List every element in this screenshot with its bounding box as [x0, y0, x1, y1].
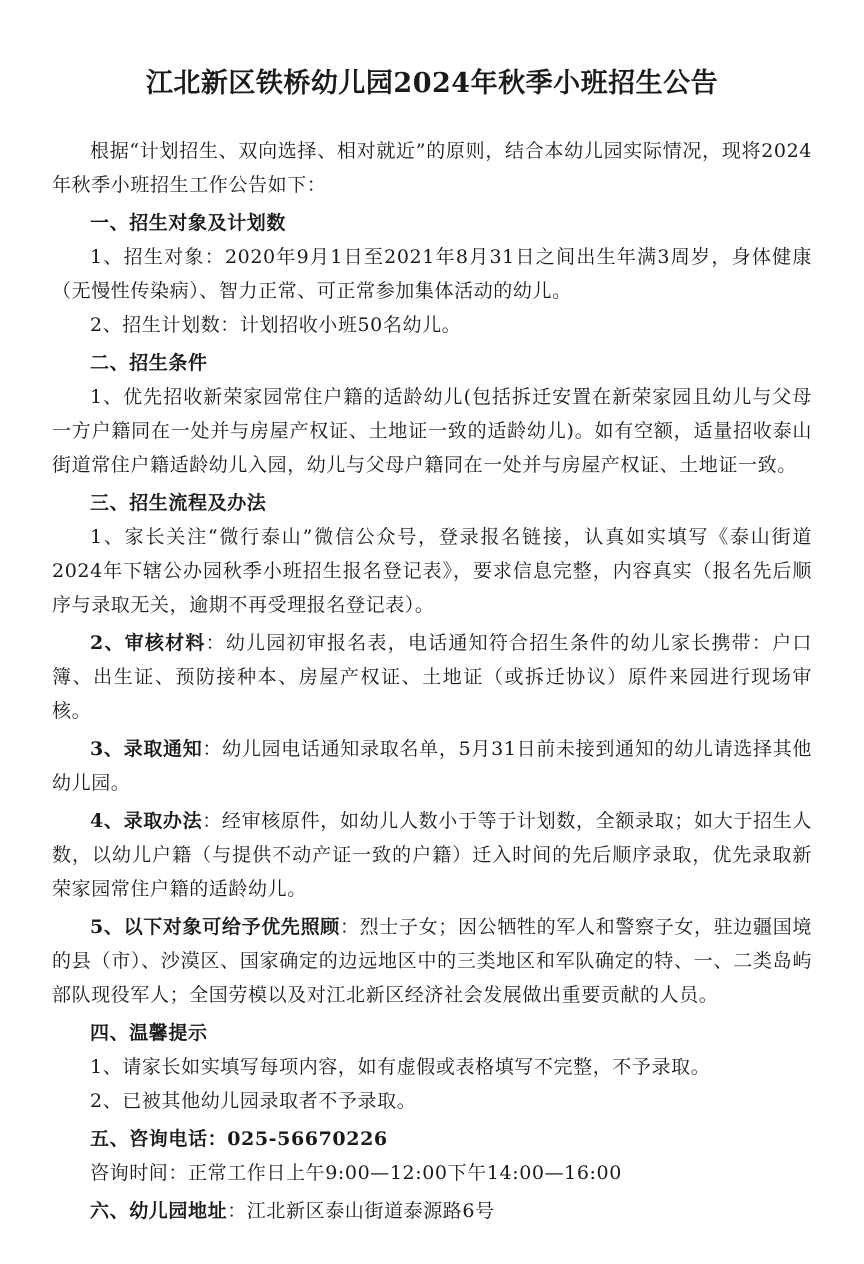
- admission-method-label: 4、录取办法: [90, 810, 203, 832]
- enrollment-quota-paragraph: 2、招生计划数：计划招收小班50名幼儿。: [90, 314, 462, 336]
- admission-notice-paragraph: [52, 732, 812, 800]
- priority-groups-text: ：烈士子女；因公牺牲的军人和警察子女，驻边疆国境的县（市）、沙漠区、国家确定的边远地区中的三类地区和军队确定的特、一、二类岛屿部队现役军人；全国劳模以及对江北新区经济社会发展做出重要贡献的人员。: [52, 916, 812, 1006]
- registration-paragraph: 1、家长关注“微行泰山”微信公众号，登录报名链接，认真如实填写《泰山街道2024年下辖公办园秋季小班招生报名登记表》，要求信息完整，内容真实（报名先后顺序与录取无关，逾期不再受理报名登记表）。: [52, 526, 812, 616]
- admission-method-paragraph: [52, 804, 812, 906]
- address-label: 六、幼儿园地址: [90, 1200, 228, 1222]
- enrollment-target-paragraph: 1、招生对象：2020年9月1日至2021年8月31日之间出生年满3周岁，身体健康（无慢性传染病）、智力正常、可正常参加集体活动的幼儿。: [52, 246, 812, 302]
- intro-paragraph: 根据“计划招生、双向选择、相对就近”的原则，结合本幼儿园实际情况，现将2024年秋季小班招生工作公告如下：: [52, 140, 812, 196]
- review-materials-paragraph: [52, 626, 812, 728]
- section-3-heading: 三、招生流程及办法: [90, 492, 267, 514]
- priority-groups-paragraph: [52, 910, 812, 1012]
- admission-notice-text: ：幼儿园电话通知录取名单，5月31日前未接到通知的幼儿请选择其他幼儿园。: [52, 738, 813, 794]
- review-materials-text: ：幼儿园初审报名表，电话通知符合招生条件的幼儿家长携带：户口簿、出生证、预防接种本、房屋产权证、土地证（或拆迁协议）原件来园进行现场审核。: [52, 632, 812, 722]
- section-2-heading: 二、招生条件: [90, 352, 208, 374]
- review-materials-label: 2、审核材料: [90, 632, 206, 654]
- enrollment-conditions-paragraph: 1、优先招收新荣家园常住户籍的适龄幼儿(包括拆迁安置在新荣家园且幼儿与父母一方户籍同在一处并与房屋产权证、土地证一致的适龄幼儿)。如有空额，适量招收泰山街道常住户籍适龄幼儿入园，幼儿与父母户籍同在一处并与房屋产权证、土地证一致。: [52, 386, 812, 476]
- reminder-1-paragraph: 1、请家长如实填写每项内容，如有虚假或表格填写不完整，不予录取。: [90, 1056, 711, 1078]
- admission-notice-label: 3、录取通知: [90, 738, 203, 760]
- consultation-time-paragraph: 咨询时间：正常工作日上午9:00—12:00下午14:00—16:00: [90, 1162, 622, 1184]
- notice-title: 江北新区铁桥幼儿园2024年秋季小班招生公告: [145, 68, 719, 99]
- section-1-heading: 一、招生对象及计划数: [90, 212, 287, 234]
- section-4-heading: 四、温馨提示: [90, 1022, 208, 1044]
- reminder-2-paragraph: 2、已被其他幼儿园录取者不予录取。: [90, 1090, 417, 1112]
- priority-groups-label: 5、以下对象可给予优先照顾: [90, 916, 340, 938]
- admission-method-text: ：经审核原件，如幼儿人数小于等于计划数，全额录取；如大于招生人数，以幼儿户籍（与提供不动产证一致的户籍）迁入时间的先后顺序录取，优先录取新荣家园常住户籍的适龄幼儿。: [52, 810, 812, 900]
- address-text: ：江北新区泰山街道泰源路6号: [227, 1200, 495, 1222]
- address-paragraph: [52, 1194, 812, 1228]
- section-5-heading: 五、咨询电话：025-56670226: [90, 1128, 388, 1150]
